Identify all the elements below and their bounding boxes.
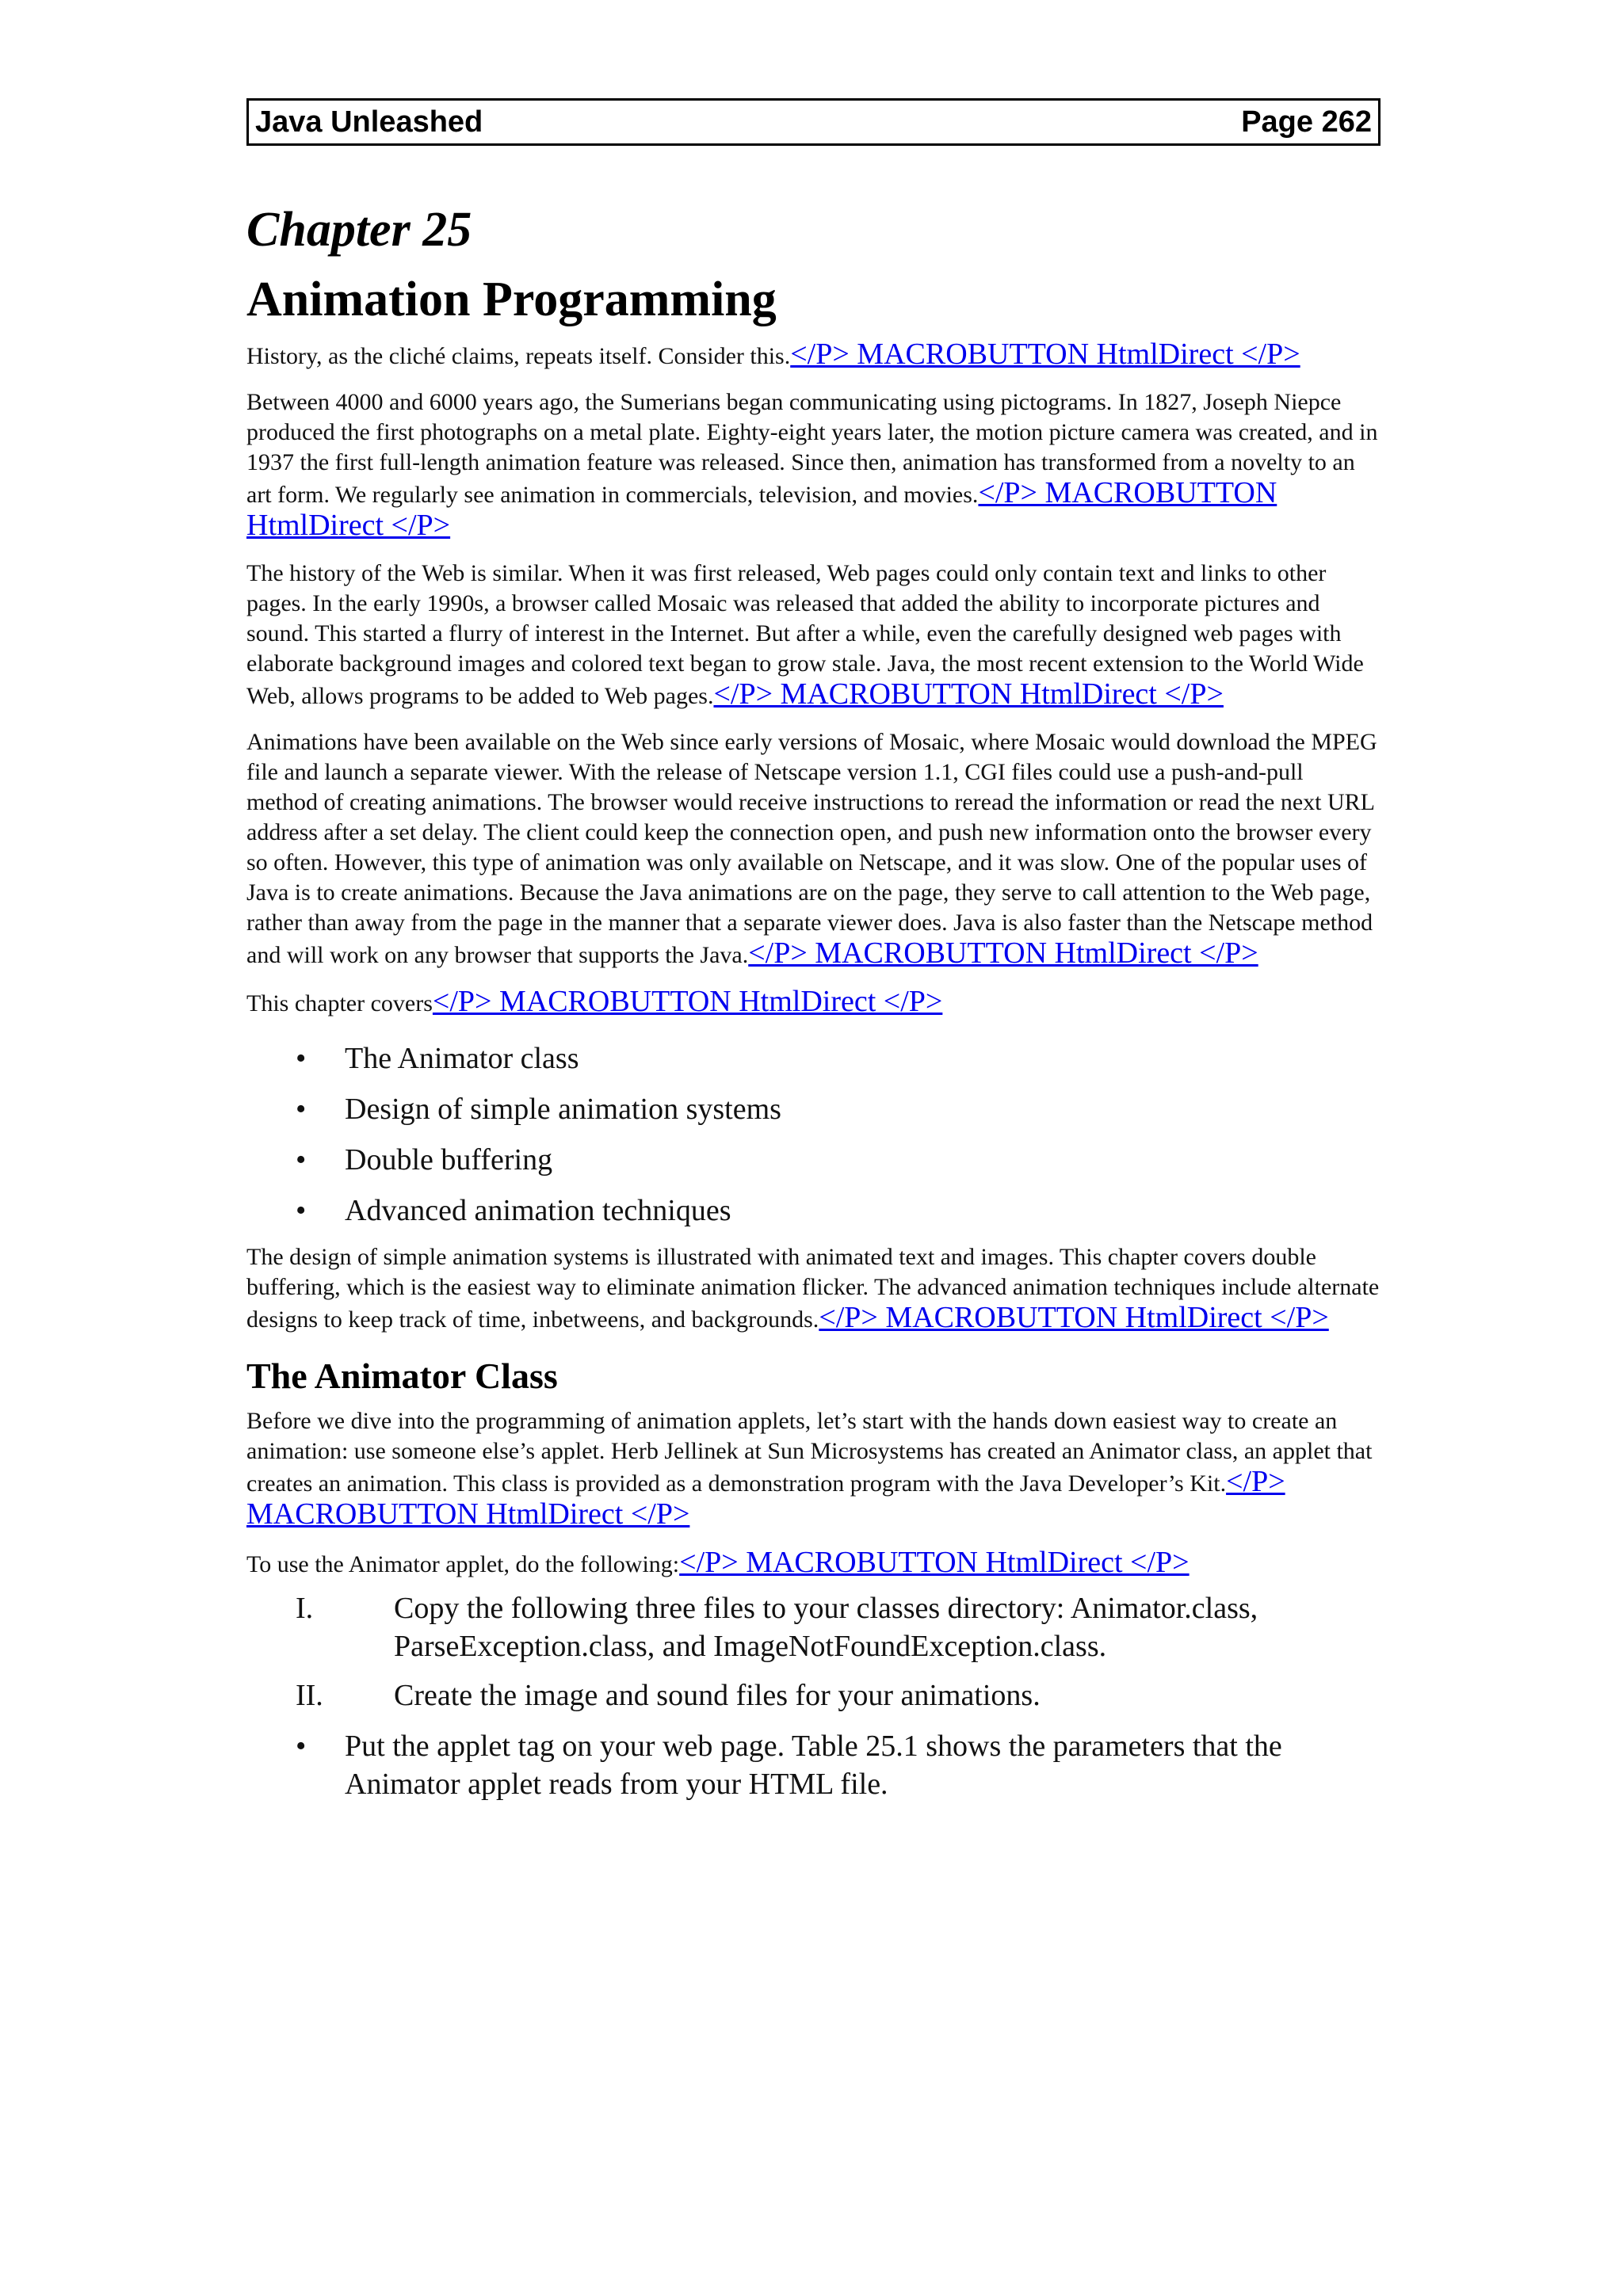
paragraph-text: The history of the Web is similar. When it was first released, Web pages could only contain text and links to other pages. In the early 1990s, a browser called Mosaic was released that added the ability to incorporate pictures and sound. This started a flurry of interest in the Internet. But after a while, even the carefully designed web pages with elaborate background images and colored text began to grow stale. Java, the most recent extension to the World Wide Web, allows programs to be added to Web pages. xyxy=(246,560,1364,709)
paragraph-text: To use the Animator applet, do the following: xyxy=(246,1551,680,1577)
paragraph-chapter-covers xyxy=(246,986,1381,1019)
bullet-icon: • xyxy=(296,1093,307,1126)
step-item xyxy=(246,1676,1381,1714)
paragraph-summary xyxy=(246,1242,1381,1335)
section-heading: The Animator Class xyxy=(246,1356,558,1396)
document-page xyxy=(246,98,1381,1803)
paragraph-text: The design of simple animation systems is illustrated with animated text and images. This chapter covers double buffering, which is the easiest way to eliminate animation flicker. The advanced animation techniques include alternate designs to keep track of time, inbetweens, and backgrounds. xyxy=(246,1244,1380,1333)
macrobutton-link[interactable]: </P> MACROBUTTON HtmlDirect </P> xyxy=(713,677,1224,711)
list-item-text: The Animator class xyxy=(345,1042,579,1075)
macrobutton-link[interactable]: </P> MACROBUTTON HtmlDirect </P> xyxy=(432,985,943,1018)
macrobutton-link[interactable]: </P> MACROBUTTON HtmlDirect </P> xyxy=(246,1465,1285,1531)
running-header xyxy=(246,98,1381,146)
paragraph-usage xyxy=(246,1547,1381,1580)
list-item xyxy=(246,1727,1381,1803)
list-item xyxy=(246,1084,1381,1135)
step-number: I. xyxy=(296,1592,314,1625)
paragraph-history xyxy=(246,387,1381,543)
paragraph-text: This chapter covers xyxy=(246,990,433,1016)
steps-list xyxy=(246,1589,1381,1714)
paragraph-text: Before we dive into the programming of animation applets, let’s start with the hands down easiest way to create an animation: use someone else’s applet. Herb Jellinek at Sun Microsystems has created an Animator class, an applet that creates an animation. This class is provided as a demonstration program with the Java Developer’s Kit. xyxy=(246,1408,1373,1497)
bullet-icon: • xyxy=(296,1194,307,1227)
chapter-label: Chapter 25 xyxy=(246,203,472,257)
macrobutton-link[interactable]: </P> MACROBUTTON HtmlDirect </P> xyxy=(679,1546,1190,1579)
list-item-text: Advanced animation techniques xyxy=(345,1194,731,1227)
book-title: Java Unleashed xyxy=(255,105,483,139)
step-number: II. xyxy=(296,1679,323,1712)
list-item xyxy=(246,1185,1381,1236)
bullet-icon: • xyxy=(296,1730,307,1763)
paragraph-web-history xyxy=(246,559,1381,711)
paragraph-text: Between 4000 and 6000 years ago, the Sumerians began communicating using pictograms. In 1827, Joseph Niepce produced the first photographs on a metal plate. Eighty-eight years later, the motion picture camera was created, and in 1937 the first full-length animation feature was released. Since then, animation has transformed from a novelty to an art form. We regularly see animation in commercials, television, and movies. xyxy=(246,389,1378,508)
list-item xyxy=(246,1135,1381,1185)
step-text: Copy the following three files to your classes directory: Animator.class, ParseException.class, and ImageNotFoundException.class. xyxy=(394,1592,1258,1663)
macrobutton-link[interactable]: </P> MACROBUTTON HtmlDirect </P> xyxy=(790,338,1300,371)
topics-list xyxy=(246,1033,1381,1236)
paragraph-text: History, as the cliché claims, repeats itself. Consider this. xyxy=(246,343,791,369)
page-number: Page 262 xyxy=(1241,105,1372,139)
list-item-text: Put the applet tag on your web page. Table 25.1 shows the parameters that the Animator applet reads from your HTML file. xyxy=(345,1730,1282,1801)
chapter-title: Animation Programming xyxy=(246,273,777,326)
bullet-icon: • xyxy=(296,1042,307,1075)
final-step-list xyxy=(246,1727,1381,1803)
paragraph-animator-intro xyxy=(246,1406,1381,1531)
paragraph-text: Animations have been available on the Web since early versions of Mosaic, where Mosaic would download the MPEG file and launch a separate viewer. With the release of Netscape version 1.1, CGI files could use a push-and-pull method of creating animations. The browser would receive instructions to reread the information or read the next URL address after a set delay. The client could keep the connection open, and push new information onto the browser every so often. However, this type of animation was only available on Netscape, and it was slow. One of the popular uses of Java is to create animations. Because the Java animations are on the page, they serve to call attention to the Web page, rather than away from the page in the manner that a separate viewer does. Java is also faster than the Netscape method and will work on any browser that supports the Java. xyxy=(246,729,1377,968)
macrobutton-link[interactable]: </P> MACROBUTTON HtmlDirect </P> xyxy=(819,1301,1329,1334)
list-item-text: Double buffering xyxy=(345,1143,553,1177)
step-item xyxy=(246,1589,1381,1665)
macrobutton-link[interactable]: </P> MACROBUTTON HtmlDirect </P> xyxy=(748,936,1258,970)
bullet-icon: • xyxy=(296,1143,307,1177)
paragraph-intro xyxy=(246,339,1381,372)
paragraph-animations xyxy=(246,727,1381,971)
list-item-text: Design of simple animation systems xyxy=(345,1093,781,1126)
step-text: Create the image and sound files for your animations. xyxy=(394,1679,1041,1712)
macrobutton-link[interactable]: </P> MACROBUTTON HtmlDirect </P> xyxy=(246,476,1277,542)
list-item xyxy=(246,1033,1381,1084)
